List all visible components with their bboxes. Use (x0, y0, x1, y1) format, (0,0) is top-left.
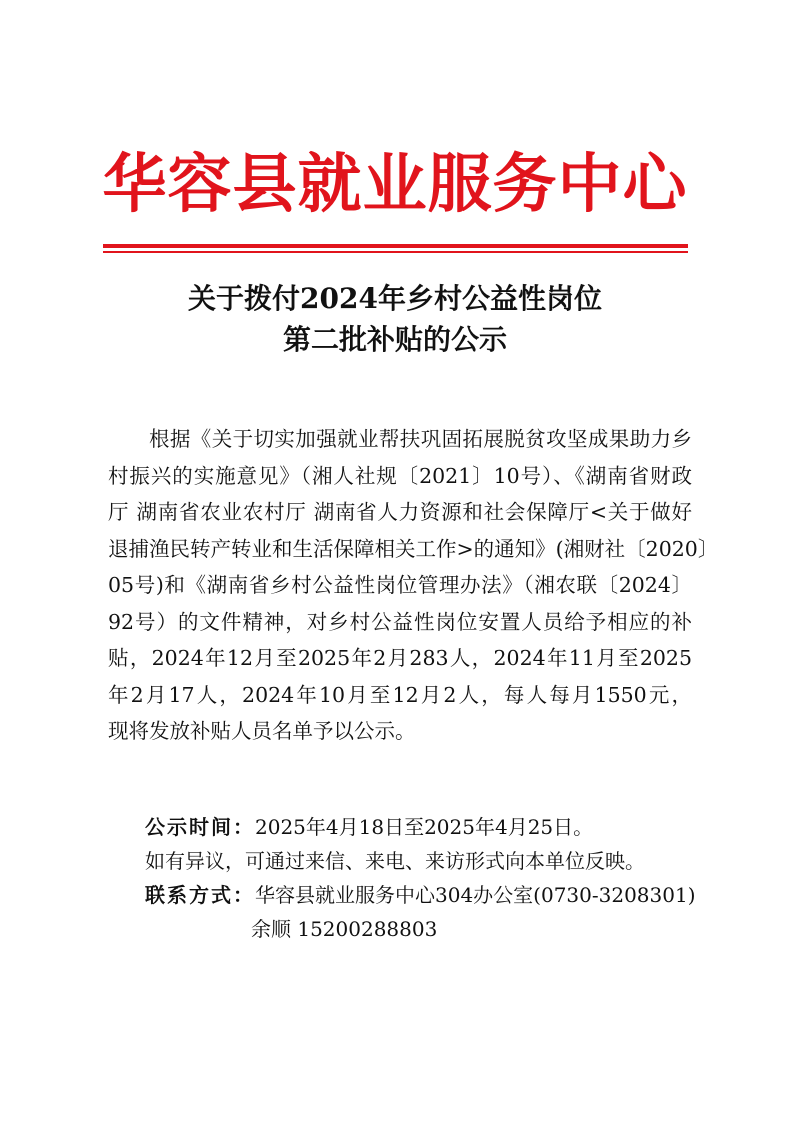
body-line: 村振兴的实施意见》（湘人社规〔2021〕10号）、《湖南省财政 (108, 463, 692, 488)
document-title (100, 278, 690, 360)
notice-contact-value: 华容县就业服务中心304办公室(0730-3208301) (255, 883, 696, 907)
notice-contact-label: 联系方式： (145, 883, 255, 907)
body-line: 年2月17人，2024年10月至12月2人，每人每月1550元， (108, 682, 692, 707)
masthead-org-name: 华容县就业服务中心 (102, 147, 688, 222)
notice-section (145, 810, 705, 946)
body-line: 92号）的文件精神，对乡村公益性岗位安置人员给予相应的补 (108, 609, 692, 634)
body-line: 05号)和《湖南省乡村公益性岗位管理办法》（湘农联〔2024〕 (108, 573, 692, 597)
body-line: 退捕渔民转产转业和生活保障相关工作>的通知》(湘财社〔2020〕 (108, 536, 719, 561)
body-line: 厅 湖南省农业农村厅 湖南省人力资源和社会保障厅<关于做好 (108, 500, 692, 524)
masthead-divider-thin (103, 251, 688, 253)
notice-contact-row (145, 878, 705, 912)
body-line: 现将发放补贴人员名单予以公示。 (108, 719, 416, 743)
notice-period-label: 公示时间： (145, 815, 255, 839)
notice-contact-person: 余顺 15200288803 (251, 917, 438, 941)
document-title-line-1: 关于拨付2024年乡村公益性岗位 (188, 282, 602, 315)
body-line: 根据《关于切实加强就业帮扶巩固拓展脱贫攻坚成果助力乡 (149, 427, 692, 451)
document-title-line-2: 第二批补贴的公示 (282, 323, 507, 356)
notice-period-value: 2025年4月18日至2025年4月25日。 (255, 815, 594, 839)
notice-period-row (145, 810, 705, 844)
notice-objection-text: 如有异议，可通过来信、来电、来访形式向本单位反映。 (145, 849, 645, 873)
body-paragraph (108, 421, 719, 750)
body-line: 贴，2024年12月至2025年2月283人，2024年11月至2025 (108, 646, 692, 670)
masthead-divider-thick (103, 244, 688, 248)
